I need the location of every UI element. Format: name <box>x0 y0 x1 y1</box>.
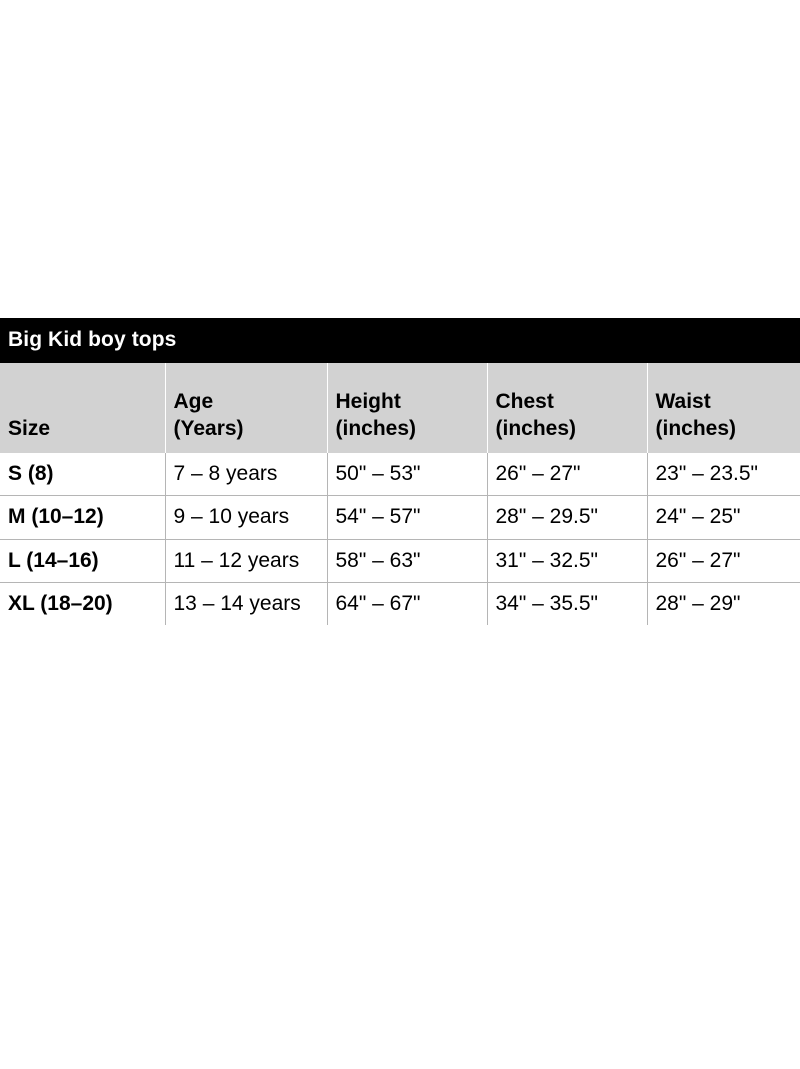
cell-waist: 26" – 27" <box>647 539 800 582</box>
table-row <box>0 582 800 625</box>
cell-size: XL (18–20) <box>0 582 165 625</box>
column-header-chest-line1: Chest <box>495 390 554 414</box>
cell-chest: 34" – 35.5" <box>487 582 647 625</box>
size-chart-table <box>0 318 800 625</box>
cell-height: 58" – 63" <box>327 539 487 582</box>
cell-waist: 23" – 23.5" <box>647 453 800 496</box>
column-header-waist-line1: Waist <box>655 390 711 414</box>
table-row <box>0 539 800 582</box>
column-header-height-line2: (inches) <box>335 417 417 441</box>
column-header-height <box>327 363 487 453</box>
column-header-waist-line2: (inches) <box>655 417 737 441</box>
cell-waist: 24" – 25" <box>647 496 800 539</box>
column-header-waist <box>647 363 800 453</box>
cell-size: M (10–12) <box>0 496 165 539</box>
table-row <box>0 453 800 496</box>
cell-age: 9 – 10 years <box>165 496 327 539</box>
column-header-chest-line2: (inches) <box>495 417 577 441</box>
page-title: Big Kid boy tops <box>0 318 800 363</box>
table-title-row <box>0 318 800 363</box>
column-header-age-line2: (Years) <box>173 417 244 441</box>
cell-height: 50" – 53" <box>327 453 487 496</box>
table-header-row <box>0 363 800 453</box>
column-header-height-line1: Height <box>335 390 401 414</box>
cell-chest: 26" – 27" <box>487 453 647 496</box>
cell-age: 13 – 14 years <box>165 582 327 625</box>
size-chart-container <box>0 318 800 625</box>
table-row <box>0 496 800 539</box>
column-header-size <box>0 363 165 453</box>
cell-age: 11 – 12 years <box>165 539 327 582</box>
cell-chest: 28" – 29.5" <box>487 496 647 539</box>
cell-size: L (14–16) <box>0 539 165 582</box>
column-header-size-line2: Size <box>8 417 51 441</box>
column-header-age <box>165 363 327 453</box>
cell-size: S (8) <box>8 462 54 485</box>
column-header-chest <box>487 363 647 453</box>
column-header-age-line1: Age <box>173 390 214 414</box>
cell-age: 7 – 8 years <box>165 453 327 496</box>
cell-waist: 28" – 29" <box>647 582 800 625</box>
cell-height: 64" – 67" <box>327 582 487 625</box>
cell-chest: 31" – 32.5" <box>487 539 647 582</box>
cell-height: 54" – 57" <box>327 496 487 539</box>
